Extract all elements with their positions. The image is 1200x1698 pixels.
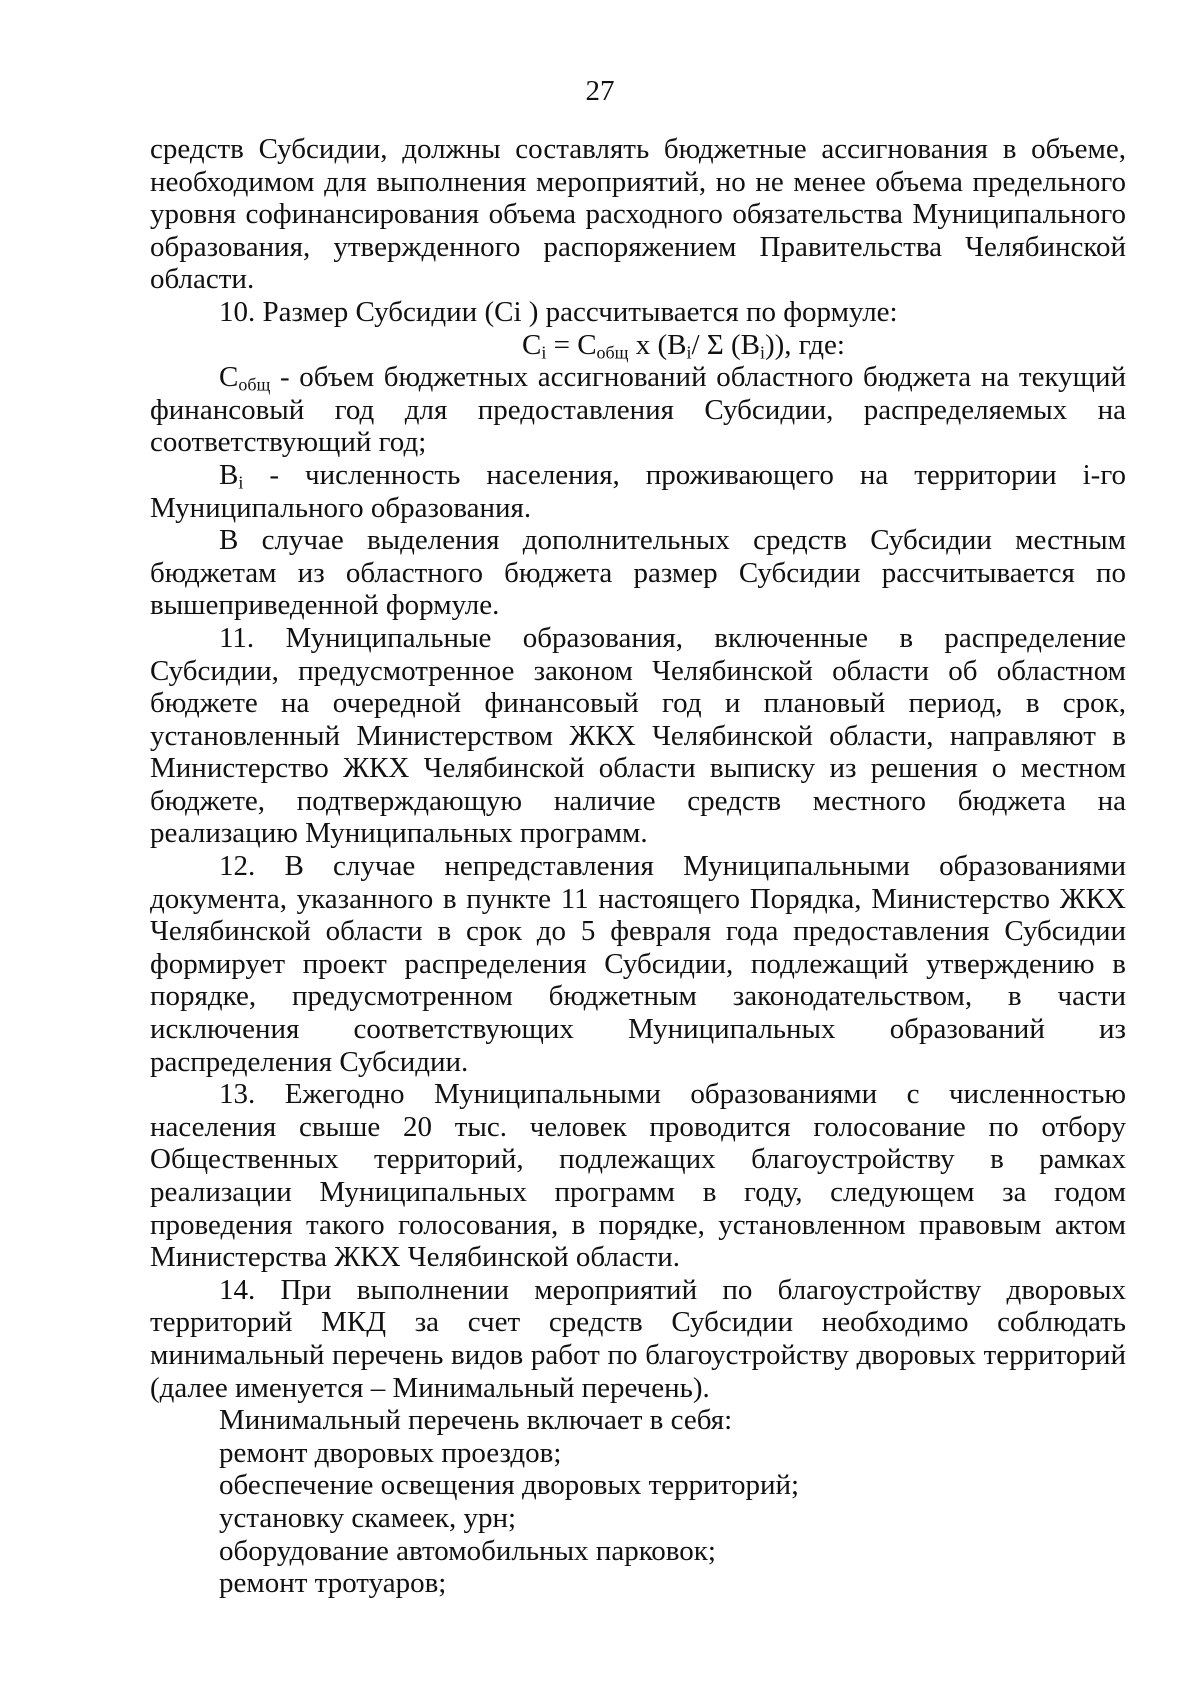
formula-sum: / Σ (B [691,328,760,361]
paragraph-item-14: 14. При выполнении мероприятий по благоустройству дворовых территорий МКД за счет средств Субсидии необходимо соблюдать минимальный перечень видов работ по благоустройству дворовых территорий (далее именуется – Минимальный перечень). [150,1273,1126,1404]
formula-sub-i-2: i [686,342,692,363]
list-intro: Минимальный перечень включает в себя: [219,1404,733,1437]
paragraph-item-13: 13. Ежегодно Муниципальными образованиями с численностью населения свыше 20 тыс. человек проводится голосование по отбору Общественных территорий, подлежащих благоустройству в рамках реализации Муниципальных программ в году, следующем за годом проведения такого голосования, в порядке, установленном правовым актом Министерства ЖКХ Челябинской области. [150,1078,1126,1274]
formula-sub-i: i [541,342,547,363]
page-number: 27 [585,75,615,107]
list-item: оборудование автомобильных парковок; [219,1534,716,1567]
paragraph-additional-funds: В случае выделения дополнительных средств Субсидии местным бюджетам из областного бюджета размер Субсидии рассчитывается по вышеприведенной формуле. [150,524,1126,622]
formula-sub-obshch: общ [596,342,629,363]
list-item: установку скамеек, урн; [219,1501,517,1534]
definition-symbol: B [219,458,239,491]
definition-text: - численность населения, проживающего на территории i-го Муниципального образования. [150,458,1126,524]
formula-mid: x (B [628,328,687,361]
definition-text: - объем бюджетных ассигнований областного бюджета на текущий финансовый год для предоставления Субсидии, распределяемых на соответствующий год; [150,361,1126,459]
definition-sub: общ [238,374,271,395]
formula-eq: = C [546,328,597,361]
paragraph-item-11: 11. Муниципальные образования, включенные в распределение Субсидии, предусмотренное законом Челябинской области об областном бюджете на очередной финансовый год и плановый период, в срок, установленный Министерством ЖКХ Челябинской области, направляют в Министерство ЖКХ Челябинской области выписку из решения о местном бюджете, подтверждающую наличие средств местного бюджета на реализацию Муниципальных программ. [150,621,1126,850]
definition-sub: i [238,472,244,493]
definition-c-obshch [150,361,1126,459]
formula-c: C [522,328,542,361]
list-item: ремонт дворовых проездов; [219,1436,562,1469]
subsidy-formula [150,329,1126,362]
formula-sub-i-3: i [759,342,765,363]
document-body [150,133,1126,1600]
definition-symbol: C [219,361,239,394]
list-item: ремонт тротуаров; [219,1567,447,1600]
paragraph-item-10: 10. Размер Субсидии (Ci ) рассчитывается по формуле: [219,295,898,328]
definition-b-i [150,459,1126,524]
paragraph-subsidy-funds: средств Субсидии, должны составлять бюджетные ассигнования в объеме, необходимом для выполнения мероприятий, но не менее объема предельного уровня софинансирования объема расходного обязательства Муниципального образования, утвержденного распоряжением Правительства Челябинской области. [150,133,1126,296]
list-item: обеспечение освещения дворовых территорий; [219,1469,800,1502]
paragraph-item-12: 12. В случае непредставления Муниципальными образованиями документа, указанного в пункте 11 настоящего Порядка, Министерство ЖКХ Челябинской области в срок до 5 февраля года предоставления Субсидии формирует проект распределения Субсидии, подлежащий утверждению в порядке, предусмотренном бюджетным законодательством, в части исключения соответствующих Муниципальных образований из распределения Субсидии. [150,850,1126,1078]
formula-tail: )), где: [764,328,845,361]
